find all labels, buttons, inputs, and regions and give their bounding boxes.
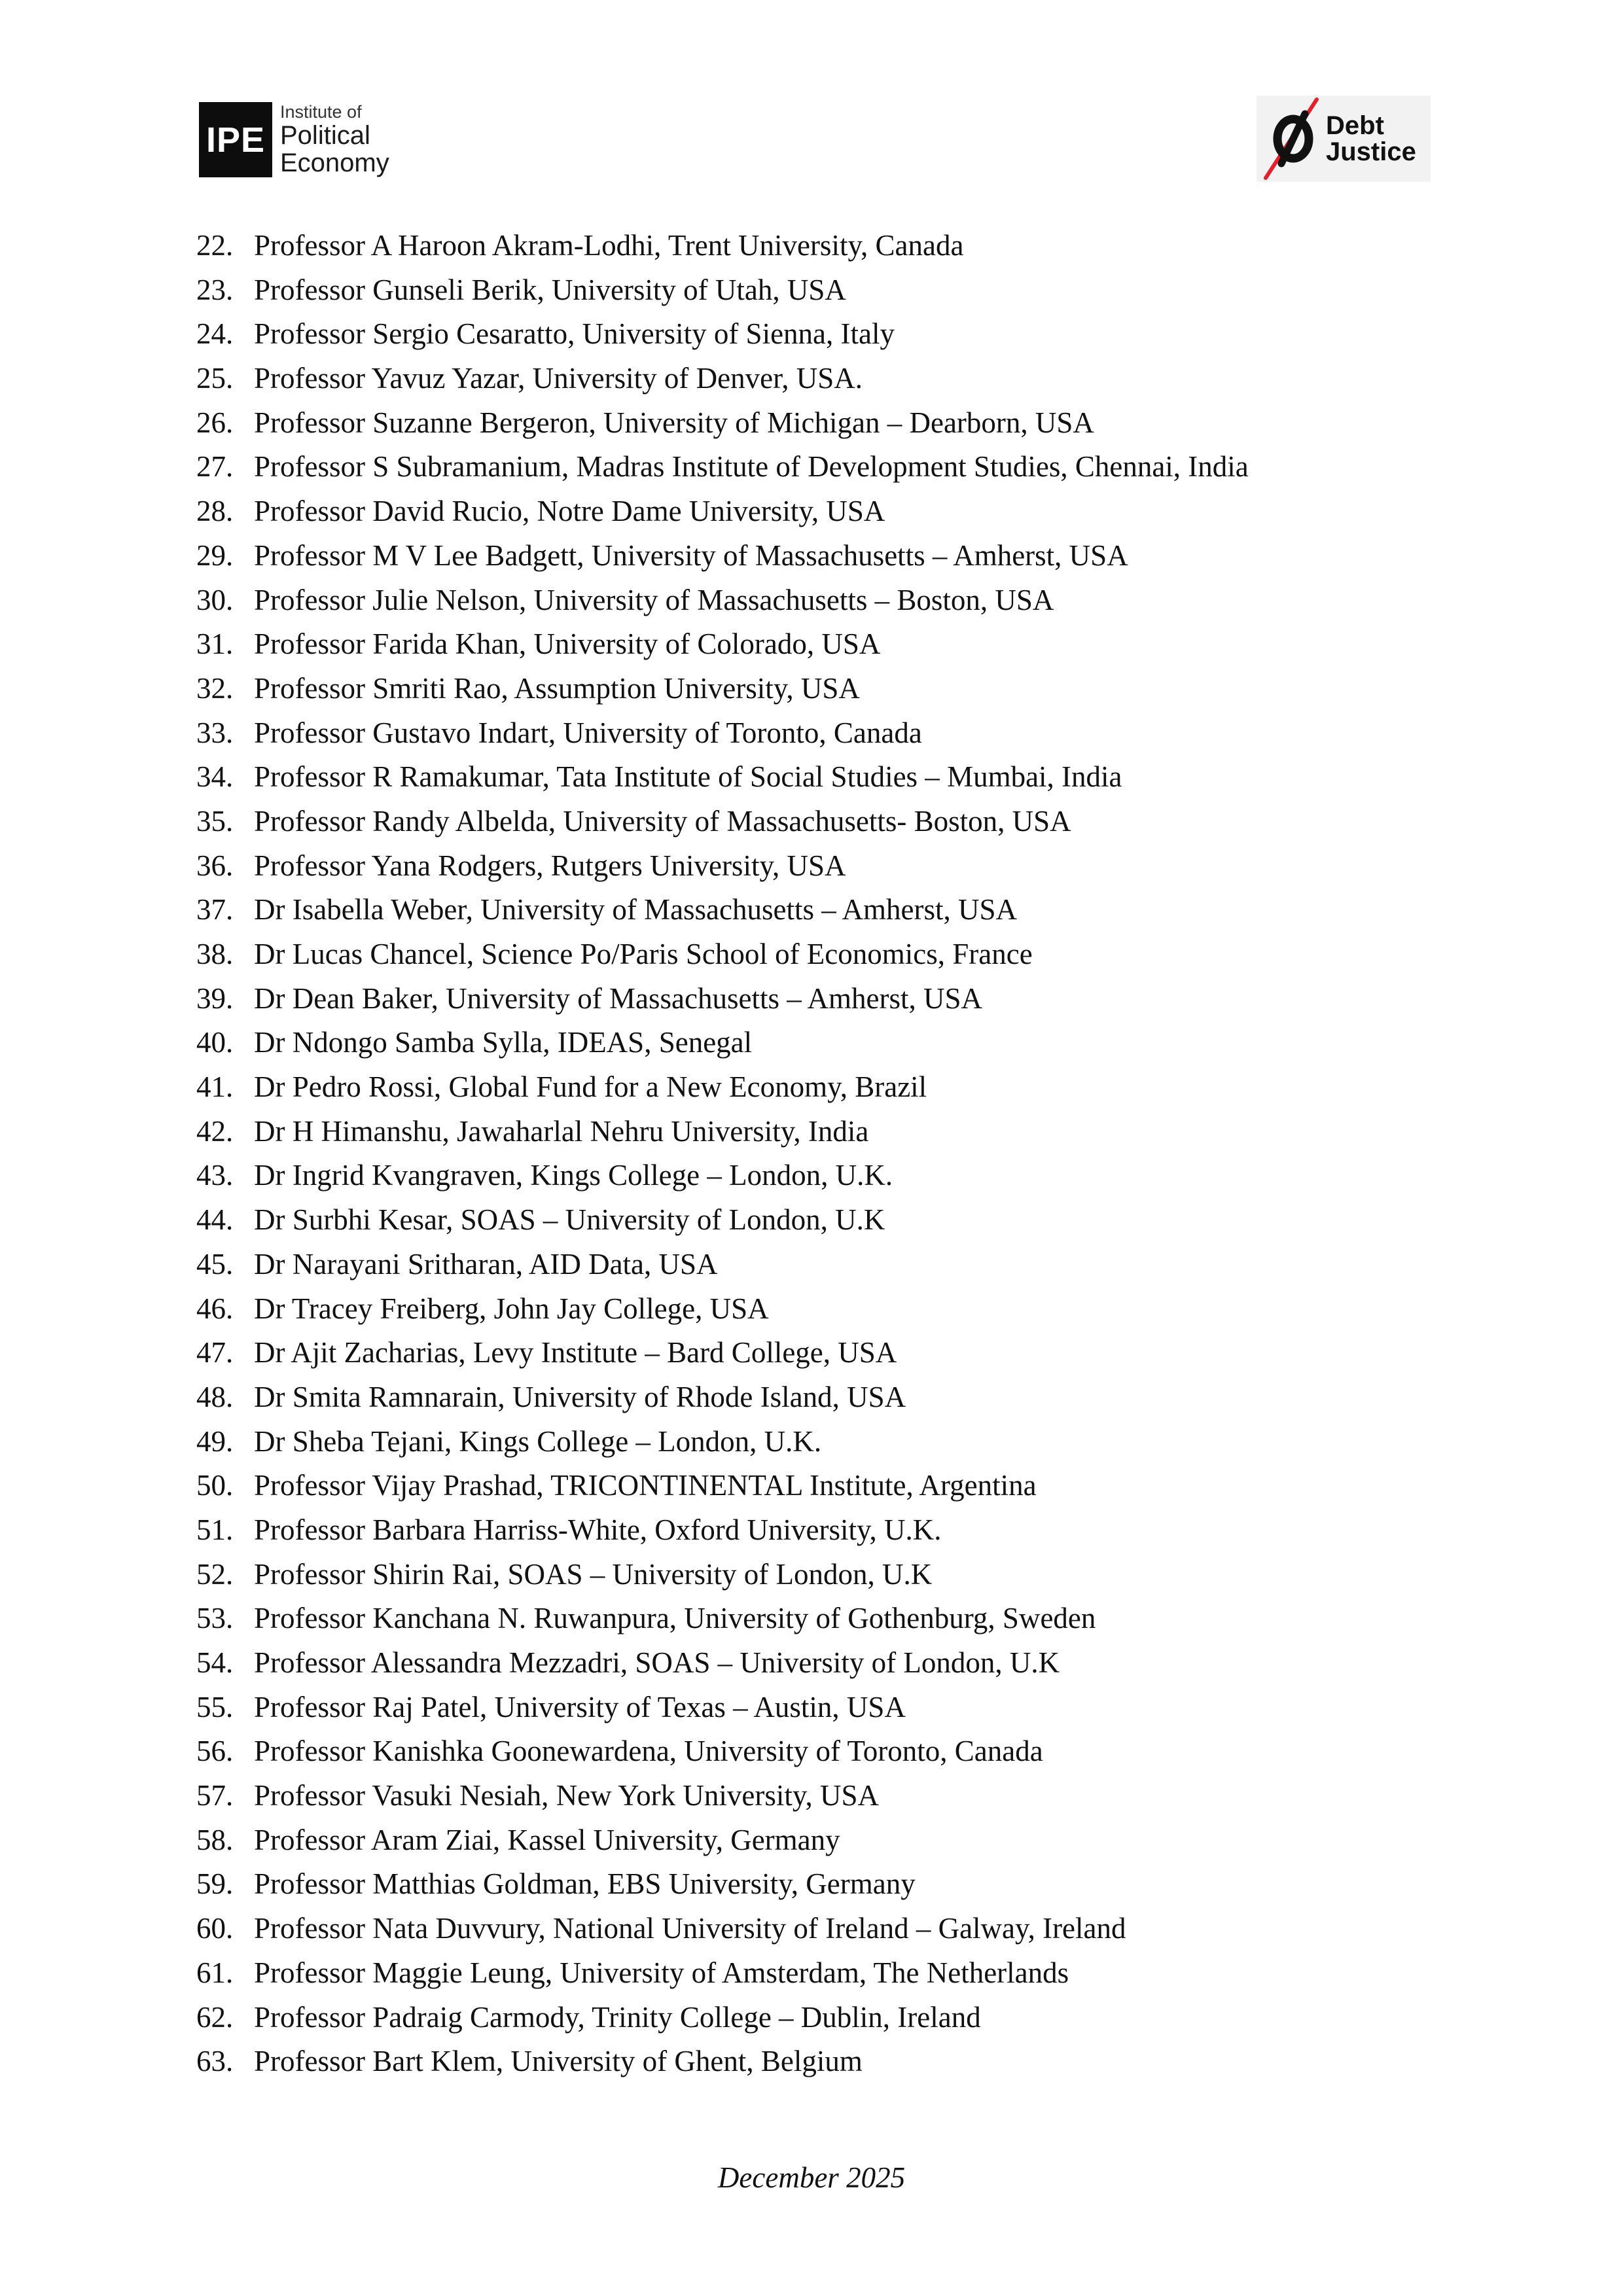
- signatory-name: Professor Maggie Leung, University of Amsterdam, The Netherlands: [254, 1956, 1069, 1989]
- signatory-name: Professor Gustavo Indart, University of Toronto, Canada: [254, 716, 922, 749]
- signatory-name: Dr Sheba Tejani, Kings College – London, U.K.: [254, 1424, 822, 1458]
- signatory-name: Professor Aram Ziai, Kassel University, Germany: [254, 1823, 840, 1856]
- signatory-number: 24.: [196, 317, 234, 351]
- signatory-name: Professor David Rucio, Notre Dame University, USA: [254, 495, 885, 528]
- signatory-number: 31.: [196, 627, 234, 661]
- signatory-name: Professor Nata Duvvury, National University of Ireland – Galway, Ireland: [254, 1912, 1126, 1945]
- ipe-logo-text: [280, 103, 389, 176]
- signatory-number: 42.: [196, 1114, 234, 1148]
- signatory-name: Dr Dean Baker, University of Massachusetts – Amherst, USA: [254, 981, 983, 1015]
- signatory-number: 63.: [196, 2045, 234, 2078]
- signatory-number: 59.: [196, 1867, 234, 1901]
- signatory-name: Professor Yavuz Yazar, University of Denver, USA.: [254, 362, 863, 395]
- signatory-number: 57.: [196, 1779, 234, 1812]
- signatory-name: Dr H Himanshu, Jawaharlal Nehru University, India: [254, 1114, 869, 1148]
- ipe-logo-line1: Institute of: [280, 102, 362, 122]
- signatory-number: 50.: [196, 1469, 234, 1502]
- signatory-name: Professor Sergio Cesaratto, University of Sienna, Italy: [254, 317, 895, 351]
- signatory-name: Dr Ajit Zacharias, Levy Institute – Bard College, USA: [254, 1336, 897, 1369]
- debt-justice-logo: [1257, 96, 1431, 182]
- signatory-name: Dr Surbhi Kesar, SOAS – University of London, U.K: [254, 1203, 885, 1237]
- ipe-logo-mark: IPE: [199, 102, 272, 177]
- signatory-number: 48.: [196, 1380, 234, 1413]
- signatory-number: 46.: [196, 1292, 234, 1325]
- signatory-number: 37.: [196, 893, 234, 927]
- signatory-number: 32.: [196, 671, 234, 705]
- signatory-number: 30.: [196, 583, 234, 616]
- signatory-number: 56.: [196, 1735, 234, 1768]
- signatory-name: Professor Vasuki Nesiah, New York University, USA: [254, 1779, 879, 1812]
- signatory-name: Professor Farida Khan, University of Colorado, USA: [254, 627, 881, 661]
- signatory-number: 43.: [196, 1159, 234, 1192]
- signatory-number: 38.: [196, 938, 234, 970]
- signatory-name: Professor Randy Albelda, University of Massachusetts- Boston, USA: [254, 804, 1071, 838]
- signatory-name: Dr Narayani Sritharan, AID Data, USA: [254, 1247, 718, 1280]
- signatory-number: 49.: [196, 1424, 234, 1458]
- signatory-number: 55.: [196, 1690, 234, 1723]
- ipe-logo: [199, 102, 389, 177]
- signatory-name: Professor Kanchana N. Ruwanpura, University of Gothenburg, Sweden: [254, 1602, 1096, 1635]
- signatory-name: Dr Tracey Freiberg, John Jay College, USA: [254, 1292, 769, 1325]
- debt-justice-line1: Debt: [1326, 111, 1384, 140]
- ipe-logo-line3: Economy: [280, 148, 389, 177]
- signatory-number: 60.: [196, 1912, 234, 1945]
- signatory-name: Dr Isabella Weber, University of Massachusetts – Amherst, USA: [254, 893, 1018, 927]
- signatory-name: Professor Raj Patel, University of Texas – Austin, USA: [254, 1690, 906, 1723]
- signatory-number: 28.: [196, 495, 234, 528]
- signatory-number: 40.: [196, 1026, 234, 1059]
- signatory-number: 58.: [196, 1823, 234, 1856]
- signatory-name: Dr Lucas Chancel, Science Po/Paris School of Economics, France: [254, 938, 1033, 970]
- signatory-number: 26.: [196, 406, 234, 439]
- signatory-name: Professor A Haroon Akram-Lodhi, Trent University, Canada: [254, 229, 964, 262]
- signatory-number: 34.: [196, 760, 234, 794]
- ipe-logo-line2: Political: [280, 120, 370, 150]
- debt-justice-logo-text: [1326, 113, 1416, 165]
- signatory-number: 25.: [196, 362, 234, 395]
- signatory-number: 36.: [196, 849, 234, 882]
- signatory-name: Professor Smriti Rao, Assumption University, USA: [254, 671, 860, 705]
- signatory-name: Professor Kanishka Goonewardena, University of Toronto, Canada: [254, 1735, 1043, 1768]
- signatory-name: Professor Padraig Carmody, Trinity College – Dublin, Ireland: [254, 2000, 981, 2034]
- signatory-name: Professor Bart Klem, University of Ghent, Belgium: [254, 2045, 863, 2078]
- signatory-number: 44.: [196, 1203, 234, 1237]
- signatory-name: Professor Gunseli Berik, University of Utah, USA: [254, 273, 846, 306]
- signatory-number: 52.: [196, 1557, 234, 1591]
- signatory-number: 41.: [196, 1070, 234, 1104]
- signatory-number: 33.: [196, 716, 234, 749]
- signatory-name: Professor M V Lee Badgett, University of Massachusetts – Amherst, USA: [254, 539, 1128, 572]
- footer-date: December 2025: [717, 2161, 906, 2194]
- signatory-number: 51.: [196, 1513, 234, 1546]
- signatory-number: 47.: [196, 1336, 234, 1369]
- signatory-number: 35.: [196, 804, 234, 838]
- signatory-number: 27.: [196, 450, 234, 484]
- signatory-name: Professor Julie Nelson, University of Massachusetts – Boston, USA: [254, 583, 1054, 616]
- signatory-name: Professor Vijay Prashad, TRICONTINENTAL Institute, Argentina: [254, 1469, 1037, 1502]
- signatory-name: Dr Smita Ramnarain, University of Rhode Island, USA: [254, 1380, 906, 1413]
- signatory-number: 54.: [196, 1646, 234, 1679]
- signatory-number: 39.: [196, 981, 234, 1015]
- signatory-name: Dr Ingrid Kvangraven, Kings College – London, U.K.: [254, 1159, 893, 1192]
- signatory-name: Professor Suzanne Bergeron, University of Michigan – Dearborn, USA: [254, 406, 1094, 439]
- signatory-name: Professor Shirin Rai, SOAS – University of London, U.K: [254, 1557, 933, 1591]
- signatory-name: Dr Pedro Rossi, Global Fund for a New Economy, Brazil: [254, 1070, 927, 1104]
- signatory-number: 62.: [196, 2000, 234, 2034]
- signatory-name: Dr Ndongo Samba Sylla, IDEAS, Senegal: [254, 1026, 753, 1059]
- signatory-name: Professor Yana Rodgers, Rutgers University, USA: [254, 849, 846, 882]
- debt-justice-slash-icon: [1259, 96, 1325, 182]
- signatory-name: Professor Barbara Harriss-White, Oxford University, U.K.: [254, 1513, 942, 1546]
- signatory-number: 61.: [196, 1956, 234, 1989]
- signatory-number: 23.: [196, 273, 234, 306]
- signatory-number: 29.: [196, 539, 234, 572]
- signatory-number: 22.: [196, 229, 234, 262]
- signatory-number: 53.: [196, 1602, 234, 1635]
- signatory-name: Professor R Ramakumar, Tata Institute of Social Studies – Mumbai, India: [254, 760, 1122, 794]
- signatory-name: Professor Matthias Goldman, EBS University, Germany: [254, 1867, 916, 1901]
- signatory-number: 45.: [196, 1247, 234, 1280]
- debt-justice-line2: Justice: [1326, 137, 1416, 166]
- signatory-name: Professor S Subramanium, Madras Institute of Development Studies, Chennai, India: [254, 450, 1249, 484]
- signatory-name: Professor Alessandra Mezzadri, SOAS – University of London, U.K: [254, 1646, 1060, 1679]
